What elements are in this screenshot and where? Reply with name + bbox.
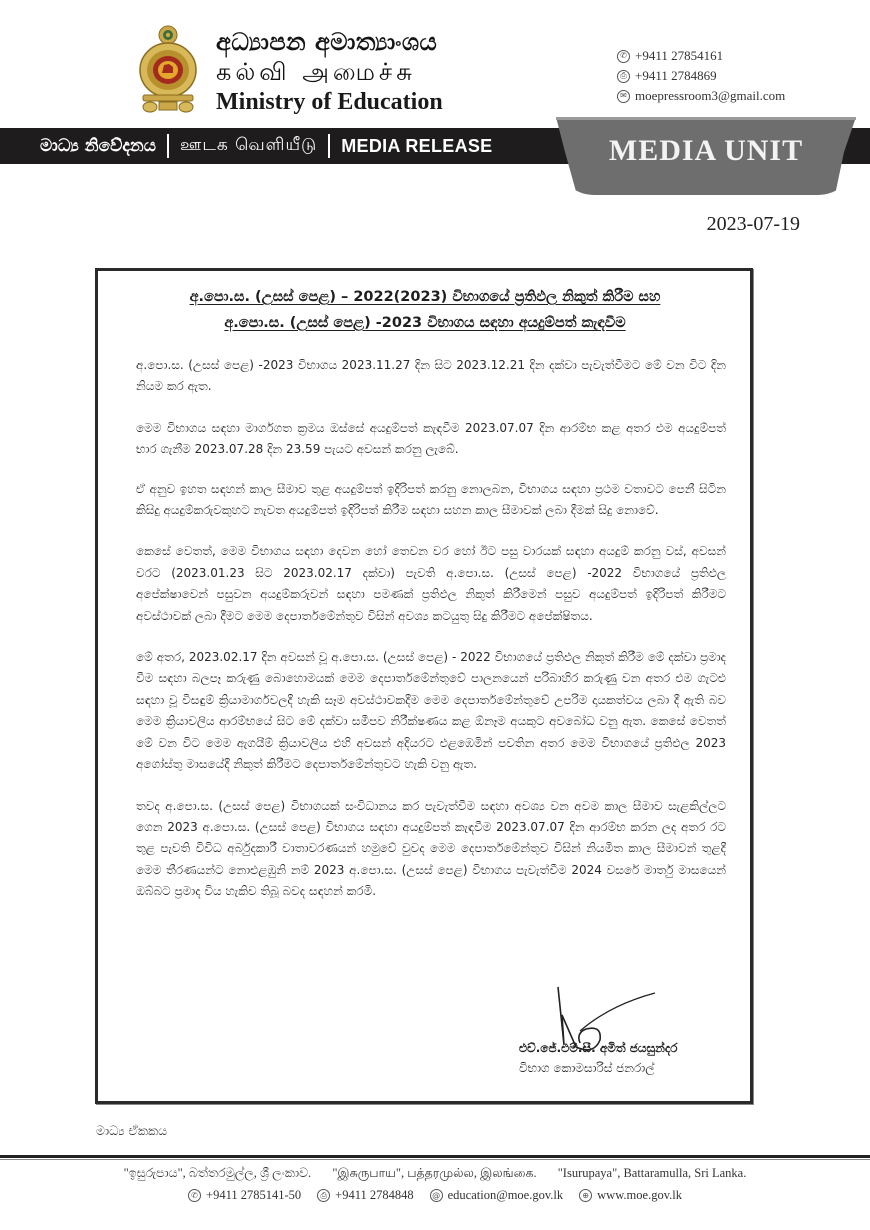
email-icon: @ xyxy=(430,1189,443,1202)
banner-label-sinhala: මාධ්‍ය නිවේදනය xyxy=(40,136,156,156)
header-email-address[interactable]: moepressroom3@gmail.com xyxy=(635,88,786,103)
footer-contacts xyxy=(0,1188,870,1203)
paragraph-3: ඒ අනුව ඉහත සඳහන් කාල සීමාව තුළ අයදුම්පත් ඉදිරිපත් කරනු නොලබන, විභාගය සඳහා ප්‍රථම වතාවට පෙනී සිටින කිසිදු අයදුම්කරුවකුහට නැවත අයදුම්පත් ඉදිරිපත් කිරීම සඳහා සහන කාල සීමාවක් ලබා දීමක් සිදු නොවේ. xyxy=(136,481,726,518)
paragraph-1: අ.පො.ස. (උසස් පෙළ) -2023 විභාගය 2023.11.27 දින සිට 2023.12.21 දින දක්වා පැවැත්වීමට මේ වන විට දින නියම කර ඇත. xyxy=(136,358,726,394)
media-unit-tab-edge xyxy=(556,117,856,120)
signatory-name: එච්.ජේ.එම්.සී. අමිත් ජයසුන්දර xyxy=(519,1041,678,1055)
footer-phone xyxy=(188,1188,301,1203)
banner-label-english: MEDIA RELEASE xyxy=(341,135,493,156)
footer-phone-number: +9411 2785141-50 xyxy=(206,1188,302,1202)
footer-address-english: "Isurupaya", Battaramulla, Sri Lanka. xyxy=(557,1166,747,1180)
header-phone xyxy=(617,46,785,66)
signatory-title: විභාග කොමසාරිස් ජනරාල් xyxy=(519,1061,655,1075)
fax-icon: ⎙ xyxy=(617,70,630,83)
ministry-name-block xyxy=(216,27,476,117)
footer-email xyxy=(430,1188,564,1203)
email-icon: ✉ xyxy=(617,90,630,103)
globe-icon: ⊕ xyxy=(579,1189,592,1202)
document-title xyxy=(120,284,730,336)
footer-divider xyxy=(0,1155,870,1158)
footer-address-tamil: "இசுருபாய", பத்தரமுல்ல, இலங்கை. xyxy=(332,1166,537,1180)
ministry-name-english: Ministry of Education xyxy=(216,89,443,115)
media-unit-footer-label: මාධ්‍ය ඒකකය xyxy=(96,1123,168,1138)
release-date: 2023-07-19 xyxy=(706,213,800,235)
signatory xyxy=(519,1038,677,1078)
paragraph-5: මේ අතර, 2023.02.17 දින අවසන් වූ අ.පො.ස. (උසස් පෙළ) - 2022 විභාගයේ ප්‍රතිඵල නිකුත් කිරීම මේ දක්වා ප්‍රමාද වීම සඳහා බලපෑ කරුණු බොහොමයක් මෙම දෙපාර්තමේන්තුවේ පාලනයෙන් පරිබාහිර කරුණු වන අතර එම ගැටළු සඳහා වූ විසඳුම් ක්‍රියාමාර්ගවලදී හැකි සෑම අවස්ථාවකදීම මෙම දෙපාර්තමේන්තුවේ උපරිම දායකත්වය ලබා දී ඇති බව මෙම ක්‍රියාවලිය ආරම්භයේ සිට මේ දක්වා සමීපව නිරීක්ෂණය කළ ඕනෑම අයකුට අවබෝධ වනු ඇත. කෙසේ වෙතත් මේ වන විට මෙම ඇගයීම් ක්‍රියාවලිය එහි අවසන් අදියරට එළඹෙමින් පවතින අතර මෙම විභාගයේ ප්‍රතිඵල 2023 අගෝස්තු මාසයේදී නිකුත් කිරීමට දෙපාර්තමේන්තුවට හැකි වනු ඇත. xyxy=(136,650,726,772)
footer-divider-thin xyxy=(0,1159,870,1160)
ministry-name-tamil: கல்வி அமைச்சு xyxy=(216,58,416,86)
footer-website xyxy=(579,1188,682,1203)
header-contacts xyxy=(617,46,785,106)
phone-icon: ✆ xyxy=(188,1189,201,1202)
fax-icon: ⎙ xyxy=(317,1189,330,1202)
footer-address-sinhala: "ඉසුරුපාය", බත්තරමුල්ල, ශ්‍රී ලංකාව. xyxy=(123,1166,312,1180)
paragraph-6: තවද අ.පො.ස. (උසස් පෙළ) විභාගයක් සංවිධානය කර පැවැත්වීම සඳහා අවශ්‍ය වන අවම කාල සීමාව සැළකිල්ලට ගෙන 2023 අ.පො.ස. (උසස් පෙළ) විභාගය සඳහා අයදුම්පත් කැඳවීම 2023.07.07 දින ආරම්භ කරන ලද අතර රට තුළ පැවති විවිධ අර්බුදකාරී වාතාවරණයන් හමුවේ වුවද මෙම දෙපාර්තමේන්තුව විසින් නියමිත කාල සීමාවන් තුළදී මෙම තීරණයන්ට නොඑළඹුනි නම් 2023 අ.පො.ස. (උසස් පෙළ) විභාගය පැවැත්වීම 2024 වසරේ මාර්තු මාසයෙන් ඔබ්බට ප්‍රමාද විය හැකිව තිබූ බවද සඳහන් කරමි. xyxy=(136,798,726,899)
footer-address xyxy=(0,1166,870,1182)
footer-email-address[interactable]: education@moe.gov.lk xyxy=(447,1188,564,1202)
paragraph-2: මෙම විභාගය සඳහා මාර්ගගත ක්‍රමය ඔස්සේ අයදුම්පත් කැඳවීම 2023.07.07 දින ආරම්භ කළ අතර එම අයදුම්පත් භාර ගැනීම 2023.07.28 දින 23.59 පැයට අවසන් කරනු ලැබේ. xyxy=(136,420,726,457)
banner-divider xyxy=(328,134,330,158)
ministry-name-sinhala: අධ්‍යාපන අමාත්‍යාංශය xyxy=(216,28,438,56)
phone-icon: ✆ xyxy=(617,50,630,63)
header-fax xyxy=(617,66,785,86)
document-body xyxy=(136,355,726,923)
document-title-line-1: අ.පො.ස. (උසස් පෙළ) – 2022(2023) විභාගයේ ප්‍රතිඵල නිකුත් කිරීම සහ xyxy=(189,289,661,305)
media-unit-label: MEDIA UNIT xyxy=(608,134,804,167)
media-release-labels xyxy=(40,128,492,164)
state-emblem-icon xyxy=(137,23,199,113)
header-phone-number: +9411 27854161 xyxy=(635,48,724,63)
banner-label-tamil: ஊடக வெளியீடு xyxy=(179,135,318,155)
header-email xyxy=(617,86,785,106)
paragraph-4: කෙසේ වෙතත්, මෙම විභාගය සඳහා දෙවන හෝ තෙවන වර හෝ ඊට පසු වාරයක් සඳහා අයදුම් කරනු වස්, අවසන් වරට (2023.01.23 සිට 2023.02.17 දක්වා) පැවති අ.පො.ස. (උසස් පෙළ) -2022 විභාගයේ ප්‍රතිඵල අපේක්ෂාවෙන් පසුවන අයදුම්කරුවන් සඳහා පමණක් ප්‍රතිඵල නිකුත් කිරීමෙන් පසුව අයදුම්පත් ඉදිරිපත් කිරීමට අවස්ථාවක් ලබා දීමට මෙම දෙපාර්තමේන්තුව විසින් අවශ්‍ය කටයුතු සිදු කිරීමට අපේක්ෂිතය. xyxy=(136,544,726,623)
footer-website-url[interactable]: www.moe.gov.lk xyxy=(597,1188,682,1202)
footer-fax xyxy=(317,1188,413,1203)
footer-fax-number: +9411 2784848 xyxy=(335,1188,414,1202)
banner-divider xyxy=(167,134,169,158)
header-fax-number: +9411 2784869 xyxy=(635,68,717,83)
document-title-line-2: අ.පො.ස. (උසස් පෙළ) -2023 විභාගය සඳහා අයදුම්පත් කැඳවීම xyxy=(224,315,626,331)
